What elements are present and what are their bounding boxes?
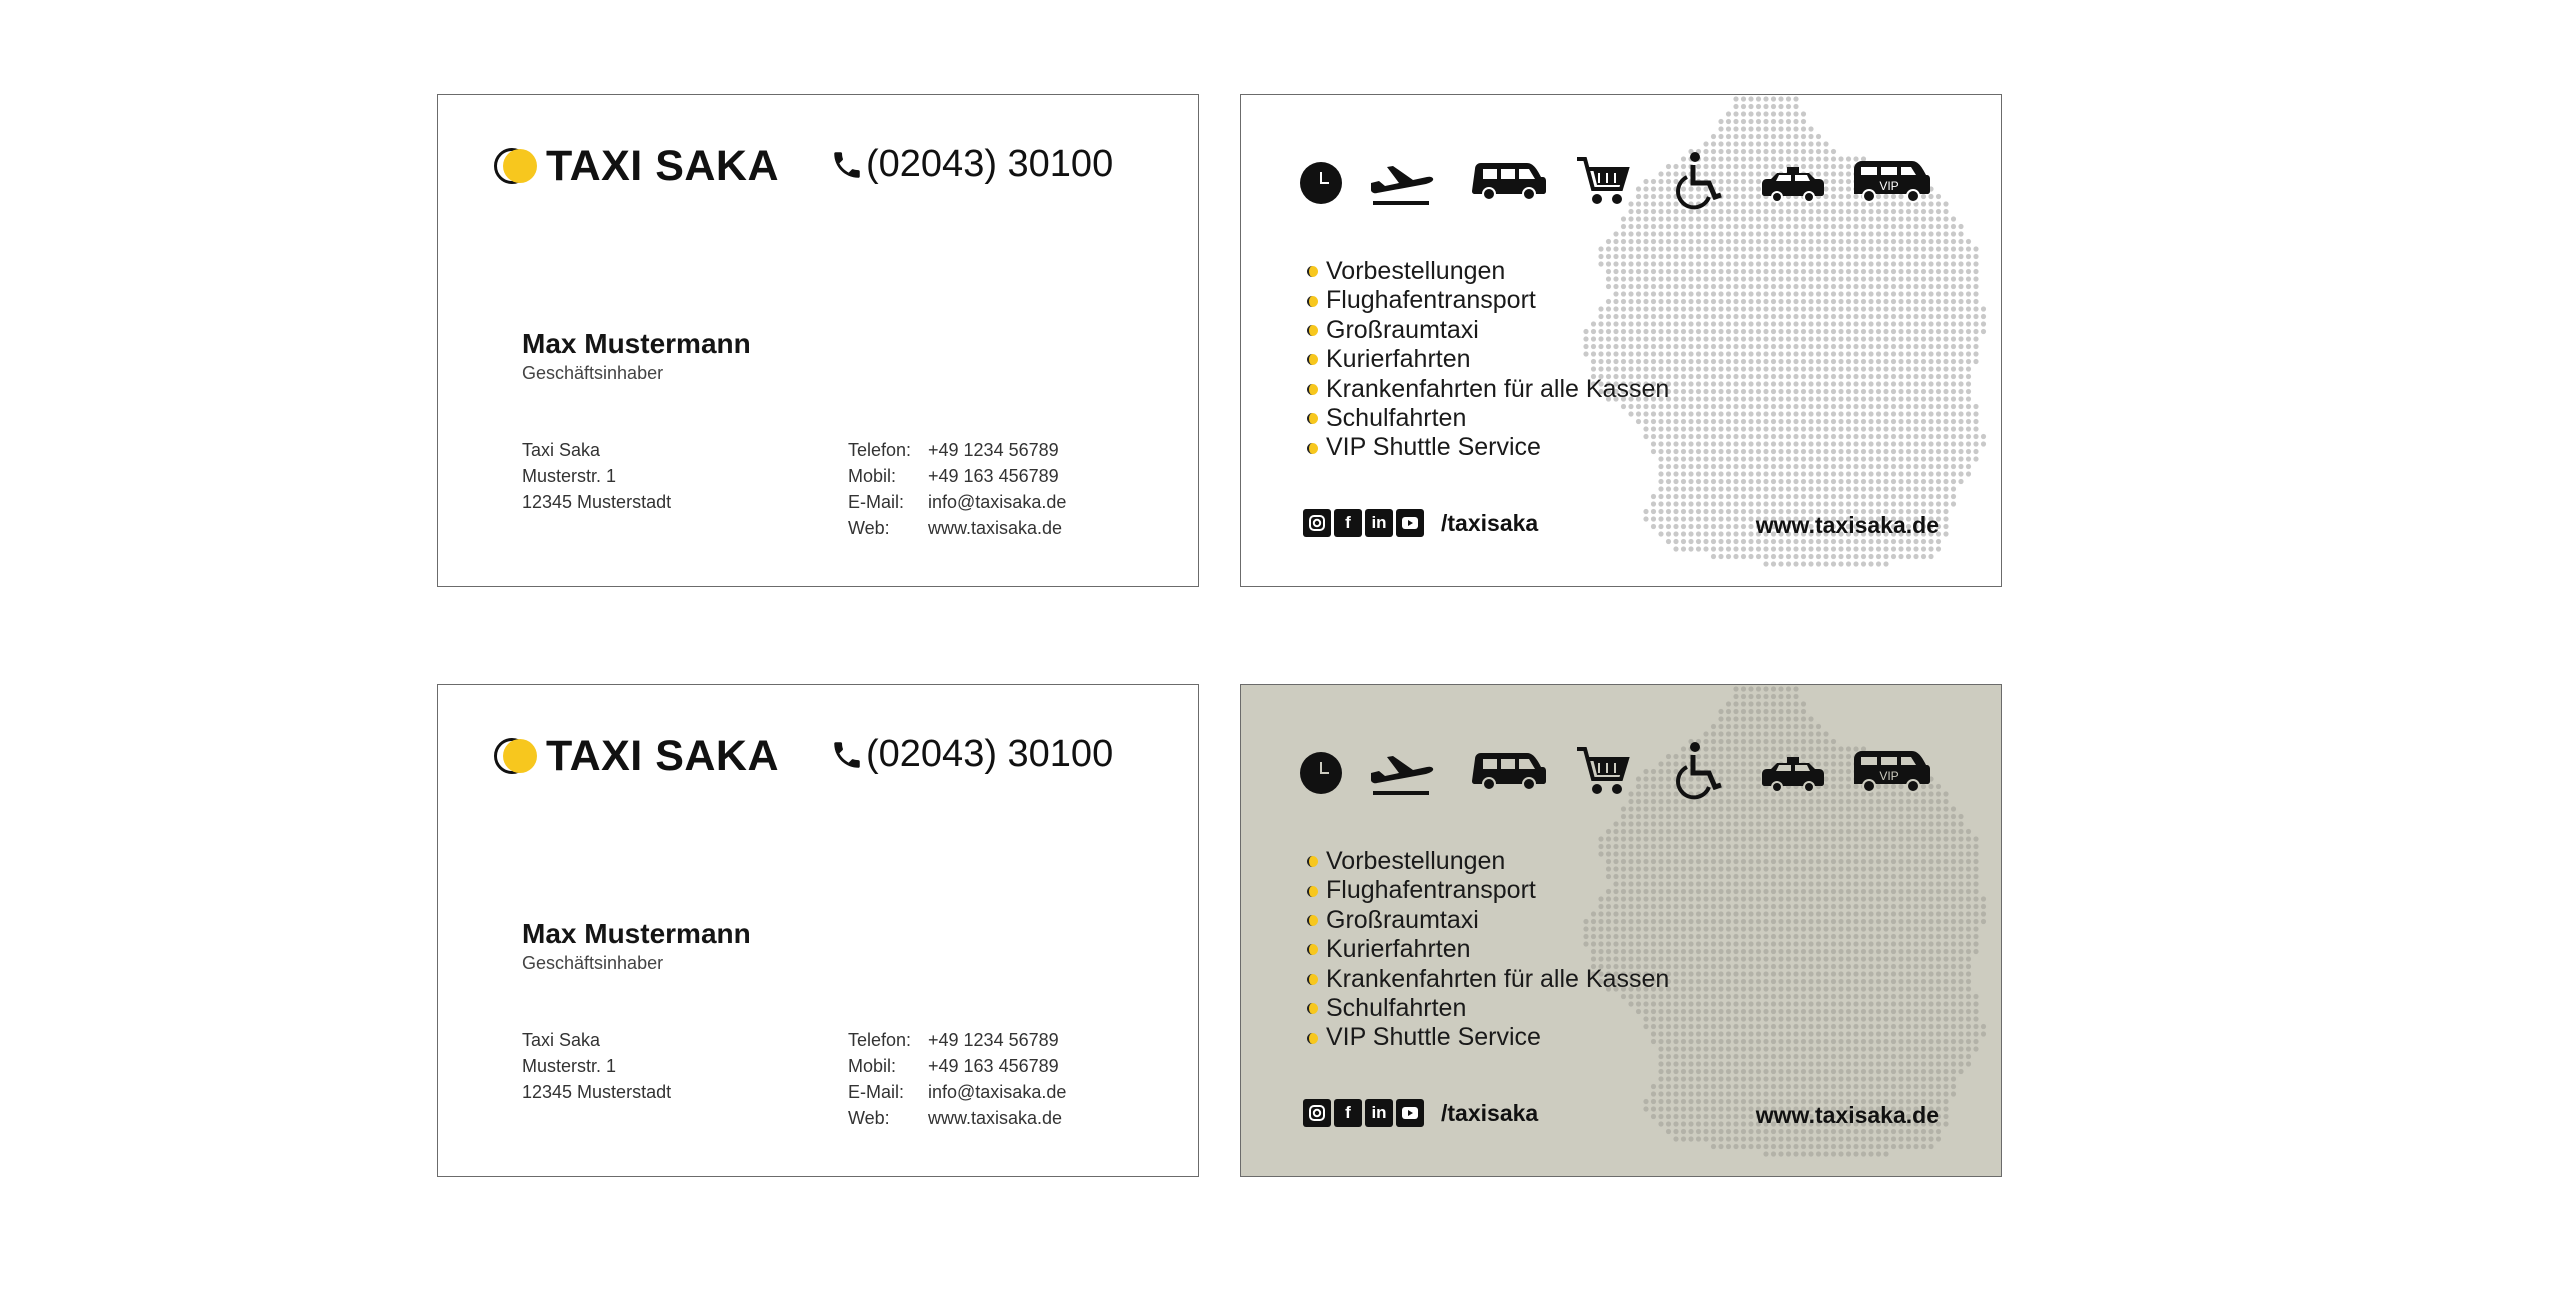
service-item <box>1307 994 1669 1023</box>
phone-number: (02043) 30100 <box>866 733 1114 775</box>
shopping-cart-icon <box>1575 153 1631 209</box>
business-card-front <box>437 684 1199 1177</box>
airplane-icon <box>1367 157 1435 209</box>
address-line: 12345 Musterstadt <box>522 1082 672 1102</box>
vip-van-icon <box>1851 749 1931 793</box>
services-list <box>1307 847 1669 1053</box>
services-list <box>1307 257 1669 463</box>
contact-block <box>848 1027 1066 1131</box>
wheelchair-icon <box>1671 151 1727 211</box>
contact-block <box>848 437 1066 541</box>
person-name: Max Mustermann <box>522 918 751 949</box>
business-card-front <box>437 94 1199 587</box>
wheelchair-icon <box>1671 741 1727 801</box>
taxi-icon <box>1761 165 1825 205</box>
phone-number: (02043) 30100 <box>866 143 1114 185</box>
social-handle[interactable]: /taxisaka <box>1441 509 1539 536</box>
service-label: Kurierfahrten <box>1326 345 1471 374</box>
service-label: VIP Shuttle Service <box>1326 433 1541 462</box>
address-line: Musterstr. 1 <box>522 466 617 486</box>
service-label: Vorbestellungen <box>1326 847 1506 875</box>
contact-value: www.taxisaka.de <box>928 1108 1063 1128</box>
service-label: Schulfahrten <box>1326 404 1467 433</box>
person-role: Geschäftsinhaber <box>522 363 664 383</box>
service-item <box>1307 286 1669 315</box>
service-label: VIP Shuttle Service <box>1326 1023 1541 1052</box>
yellow-circle-logo-icon <box>494 738 538 774</box>
vip-van-icon <box>1851 159 1931 203</box>
address-line: 12345 Musterstadt <box>522 492 672 512</box>
contact-value: info@taxisaka.de <box>928 492 1067 512</box>
service-item <box>1307 257 1669 286</box>
contact-value: info@taxisaka.de <box>928 1082 1067 1102</box>
phone-icon <box>830 146 864 184</box>
website-link[interactable]: www.taxisaka.de <box>1755 1102 1939 1128</box>
service-item <box>1307 433 1669 462</box>
contact-label: Mobil: <box>848 1056 897 1076</box>
contact-value: +49 1234 56789 <box>928 1030 1059 1050</box>
vip-label: VIP <box>1879 769 1899 783</box>
service-label: Krankenfahrten für alle Kassen <box>1326 964 1670 993</box>
business-card-back <box>1240 94 2002 587</box>
phone-icon <box>830 736 864 774</box>
clock-icon <box>1299 161 1343 205</box>
service-label: Flughafentransport <box>1326 286 1536 315</box>
service-label: Vorbestellungen <box>1326 257 1506 285</box>
service-item <box>1307 316 1669 345</box>
service-item <box>1307 1023 1669 1052</box>
address-line: Musterstr. 1 <box>522 1056 617 1076</box>
contact-label: E-Mail: <box>848 1082 905 1102</box>
person-role: Geschäftsinhaber <box>522 953 664 973</box>
brand-name: TAXI SAKA <box>546 141 780 190</box>
service-icons <box>1299 151 1939 211</box>
facebook-icon[interactable]: f <box>1334 1099 1362 1127</box>
contact-label: E-Mail: <box>848 492 905 512</box>
van-icon <box>1471 161 1547 201</box>
service-item <box>1307 935 1669 964</box>
linkedin-icon[interactable]: in <box>1365 509 1393 537</box>
linkedin-icon[interactable]: in <box>1365 1099 1393 1127</box>
contact-value: www.taxisaka.de <box>928 518 1063 538</box>
taxi-icon <box>1761 755 1825 795</box>
service-label: Kurierfahrten <box>1326 935 1471 964</box>
service-label: Krankenfahrten für alle Kassen <box>1326 374 1670 403</box>
service-item <box>1307 965 1669 994</box>
service-item <box>1307 906 1669 935</box>
social-handle[interactable]: /taxisaka <box>1441 1099 1539 1126</box>
contact-label: Mobil: <box>848 466 897 486</box>
contact-label: Web: <box>848 1108 890 1128</box>
service-item <box>1307 375 1669 404</box>
youtube-icon[interactable] <box>1396 1099 1424 1127</box>
service-icons <box>1299 741 1939 801</box>
logo <box>494 139 779 193</box>
instagram-icon[interactable] <box>1303 1099 1331 1127</box>
contact-value: +49 163 456789 <box>928 1056 1059 1076</box>
service-item <box>1307 847 1669 876</box>
service-label: Flughafentransport <box>1326 876 1536 905</box>
business-card-back-tinted <box>1240 684 2002 1177</box>
service-label: Großraumtaxi <box>1326 315 1479 344</box>
service-label: Schulfahrten <box>1326 994 1467 1023</box>
brand-name: TAXI SAKA <box>546 731 780 780</box>
van-icon <box>1471 751 1547 791</box>
airplane-icon <box>1367 747 1435 799</box>
contact-label: Telefon: <box>848 440 912 460</box>
person-name: Max Mustermann <box>522 328 751 359</box>
social-links <box>1303 1099 1538 1127</box>
contact-value: +49 163 456789 <box>928 466 1059 486</box>
service-item <box>1307 404 1669 433</box>
youtube-icon[interactable] <box>1396 509 1424 537</box>
facebook-icon[interactable]: f <box>1334 509 1362 537</box>
main-phone <box>830 733 1113 776</box>
service-item <box>1307 345 1669 374</box>
social-links <box>1303 509 1538 537</box>
instagram-icon[interactable] <box>1303 509 1331 537</box>
service-label: Großraumtaxi <box>1326 905 1479 934</box>
main-phone <box>830 143 1113 186</box>
contact-label: Web: <box>848 518 890 538</box>
contact-label: Telefon: <box>848 1030 912 1050</box>
shopping-cart-icon <box>1575 743 1631 799</box>
website-link[interactable]: www.taxisaka.de <box>1755 512 1939 538</box>
address-line: Taxi Saka <box>522 1030 601 1050</box>
address-block <box>522 437 671 515</box>
yellow-circle-logo-icon <box>494 148 538 184</box>
vip-label: VIP <box>1879 179 1899 193</box>
logo <box>494 729 779 783</box>
clock-icon <box>1299 751 1343 795</box>
address-line: Taxi Saka <box>522 440 601 460</box>
address-block <box>522 1027 671 1105</box>
contact-value: +49 1234 56789 <box>928 440 1059 460</box>
service-item <box>1307 876 1669 905</box>
